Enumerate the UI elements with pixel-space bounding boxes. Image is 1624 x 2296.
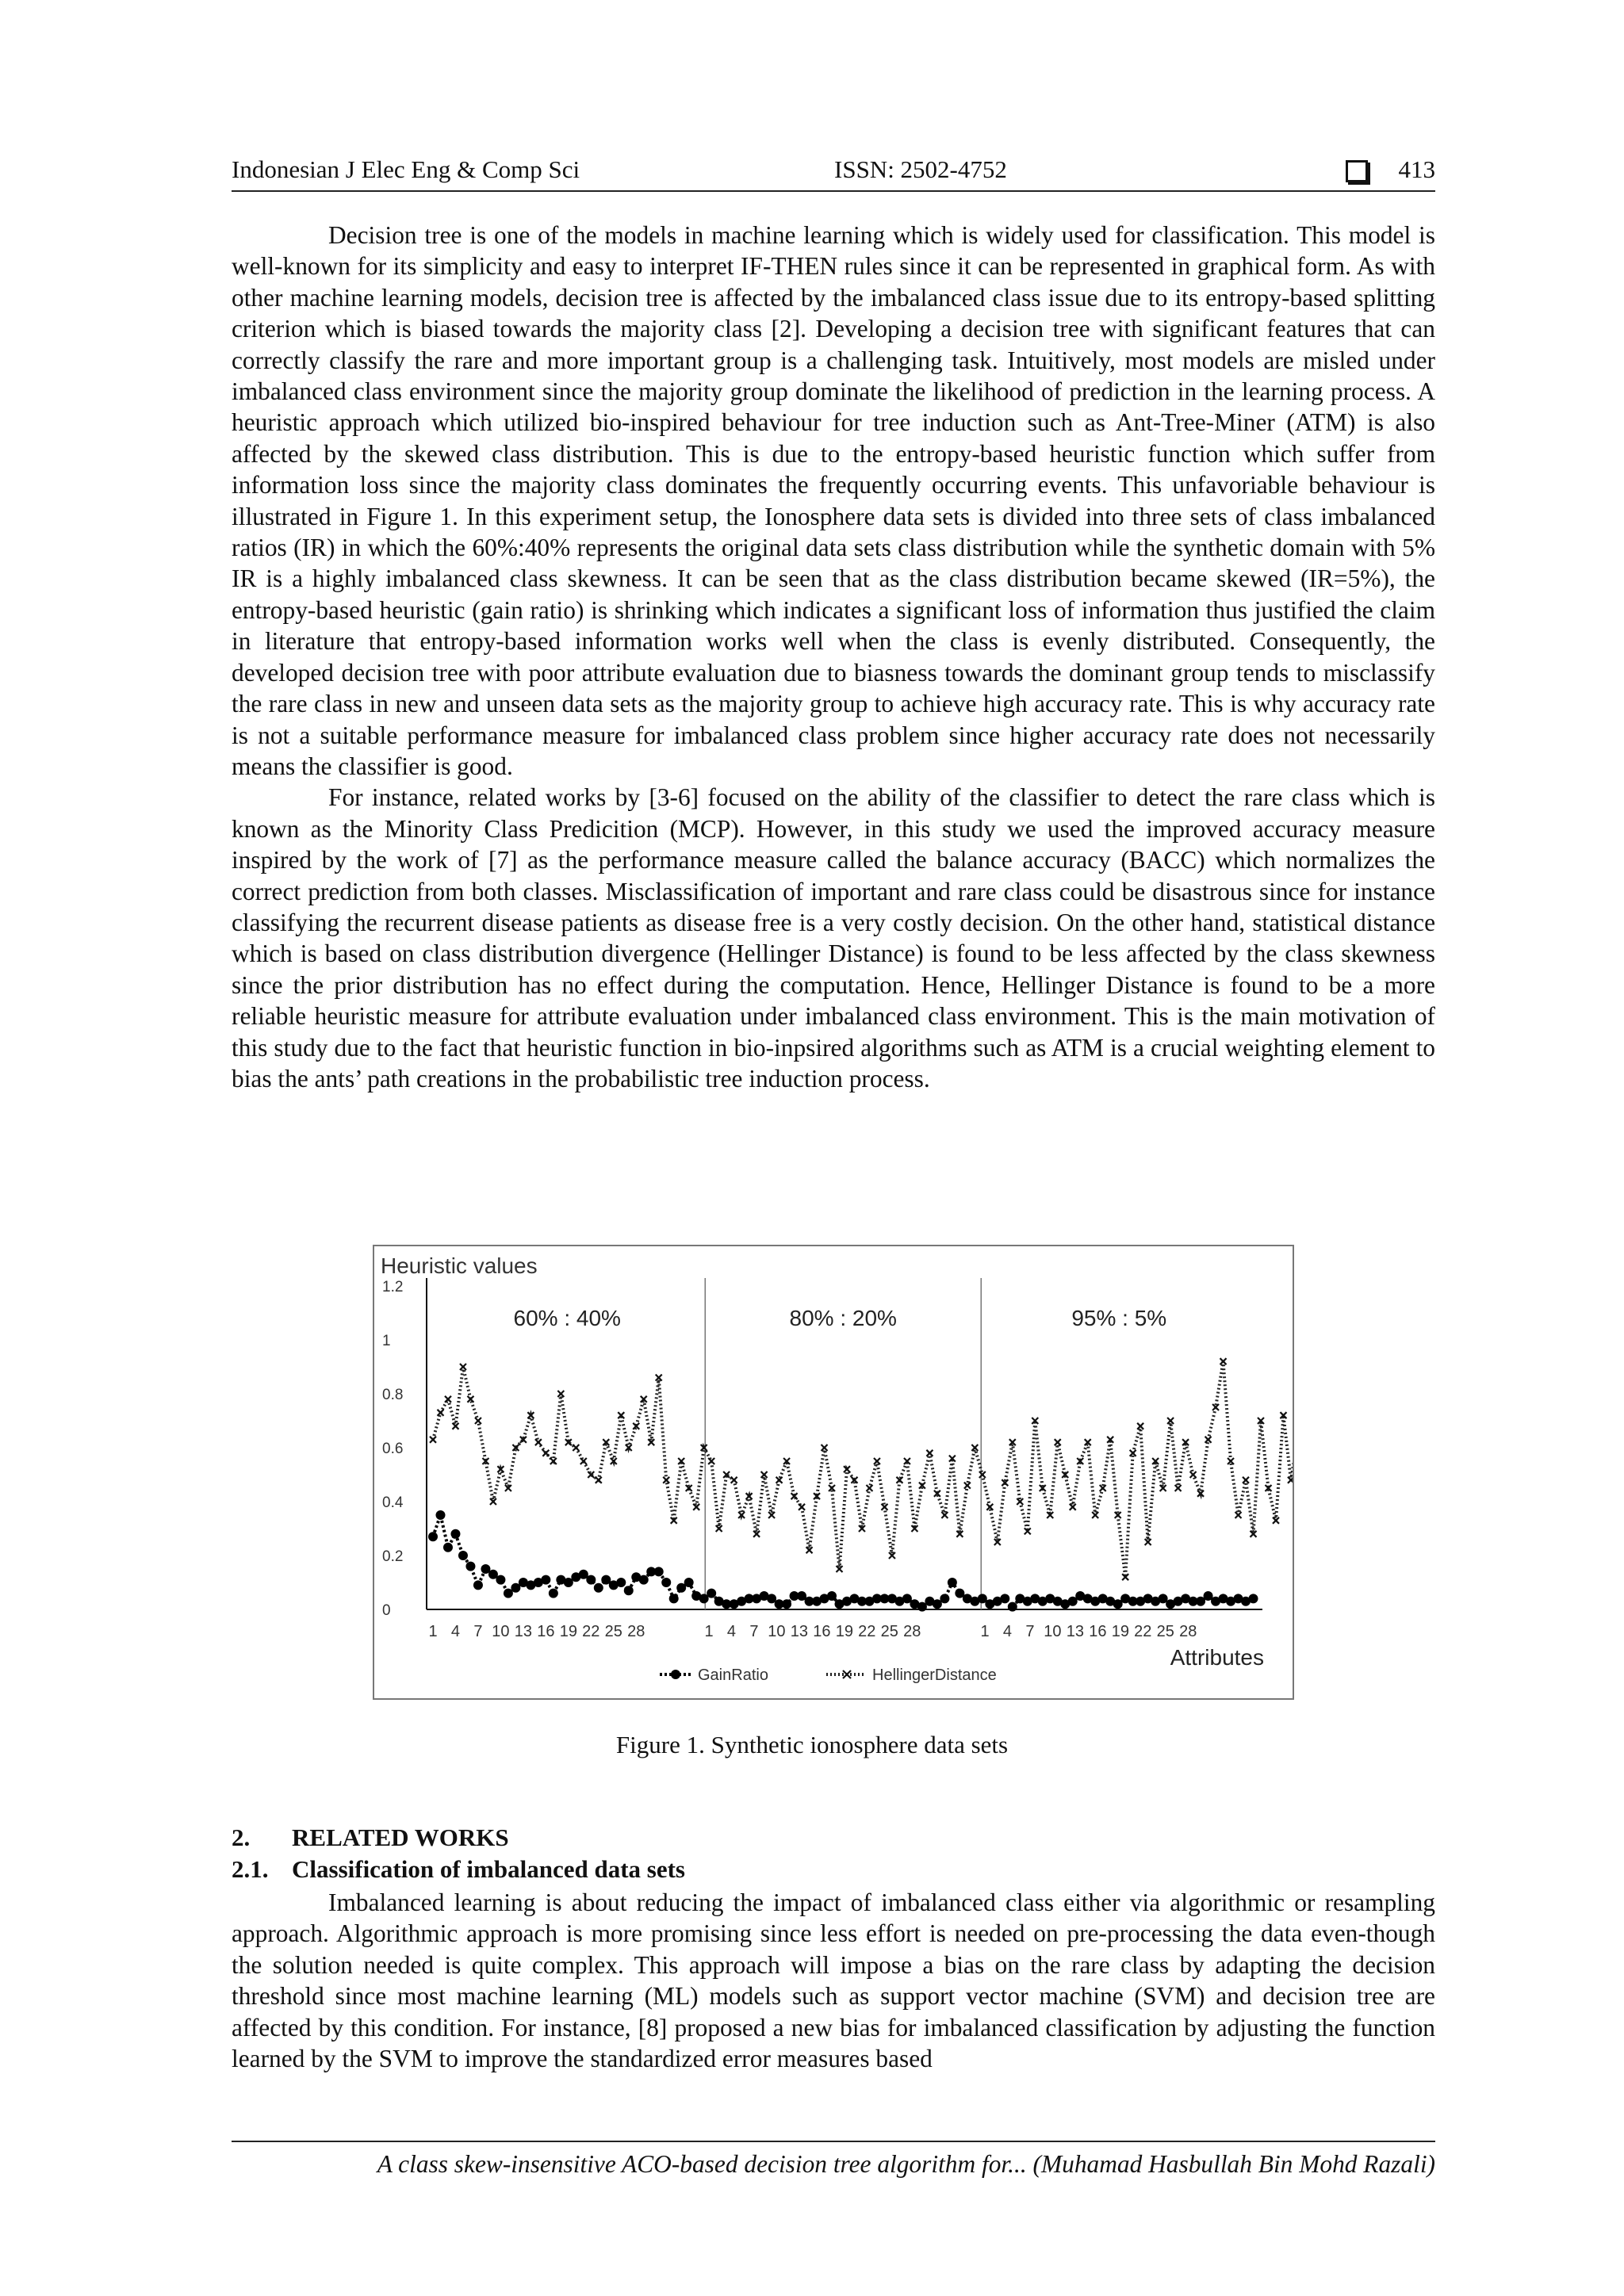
x-tick-label: 19 bbox=[835, 1623, 853, 1640]
x-tick-label: 25 bbox=[880, 1623, 898, 1640]
gain-ratio-point bbox=[496, 1575, 505, 1585]
hellinger-distance-point bbox=[768, 1512, 775, 1518]
gain-ratio-point bbox=[594, 1583, 603, 1593]
gain-ratio-point bbox=[541, 1575, 550, 1585]
page-footer: A class skew-insensitive ACO-based decision tree algorithm for... (Muhamad Hasbullah Bin Mohd Razali) bbox=[232, 2141, 1435, 2179]
hellinger-distance-point bbox=[1017, 1498, 1023, 1505]
hellinger-distance-point bbox=[806, 1547, 813, 1553]
gain-ratio-point bbox=[827, 1591, 837, 1601]
hellinger-distance-point bbox=[1137, 1423, 1143, 1429]
hellinger-distance-point bbox=[437, 1410, 443, 1416]
subsection-title: Classification of imbalanced data sets bbox=[292, 1855, 685, 1883]
gain-ratio-point bbox=[435, 1510, 445, 1520]
hellinger-distance-point bbox=[648, 1439, 654, 1445]
checkbox-square-icon bbox=[1346, 160, 1368, 182]
hellinger-distance-point bbox=[776, 1477, 783, 1483]
x-tick-label: 13 bbox=[790, 1623, 809, 1640]
panel-label: 95% : 5% bbox=[1071, 1306, 1167, 1330]
x-axis-label: Attributes bbox=[1170, 1645, 1264, 1670]
gain-ratio-point bbox=[450, 1529, 460, 1539]
hellinger-distance-point bbox=[1273, 1517, 1279, 1524]
hellinger-distance-point bbox=[663, 1477, 669, 1483]
x-tick-label: 7 bbox=[1025, 1623, 1035, 1640]
gain-ratio-point bbox=[669, 1594, 679, 1603]
x-tick-label: 28 bbox=[1179, 1623, 1197, 1640]
chart-title: Heuristic values bbox=[381, 1253, 538, 1278]
x-tick-label: 19 bbox=[1111, 1623, 1129, 1640]
hellinger-distance-point bbox=[979, 1471, 986, 1478]
section-heading bbox=[232, 1823, 509, 1852]
hellinger-distance-point bbox=[708, 1458, 714, 1464]
x-tick-label: 1 bbox=[704, 1623, 714, 1640]
x-tick-label: 7 bbox=[749, 1623, 759, 1640]
x-tick-label: 13 bbox=[514, 1623, 533, 1640]
hellinger-distance-point bbox=[941, 1512, 948, 1518]
y-tick-label: 1.2 bbox=[382, 1279, 404, 1295]
hellinger-distance-point bbox=[926, 1450, 933, 1456]
hellinger-distance-point bbox=[1243, 1477, 1249, 1483]
x-tick-label: 28 bbox=[627, 1623, 645, 1640]
gain-ratio-point bbox=[940, 1594, 949, 1603]
hellinger-distance-point bbox=[430, 1437, 436, 1443]
subsection-heading bbox=[232, 1855, 685, 1884]
x-tick-label: 1 bbox=[428, 1623, 438, 1640]
gain-ratio-point bbox=[549, 1589, 558, 1598]
x-tick-label: 25 bbox=[1156, 1623, 1174, 1640]
hellinger-distance-point bbox=[445, 1396, 451, 1402]
panel-label: 80% : 20% bbox=[789, 1306, 897, 1330]
subsection-number: 2.1. bbox=[232, 1855, 269, 1883]
hellinger-distance-point bbox=[866, 1485, 872, 1491]
y-tick-label: 0.8 bbox=[382, 1387, 404, 1403]
hellinger-distance-point bbox=[964, 1483, 971, 1489]
gain-ratio-point bbox=[458, 1551, 468, 1560]
intro-section bbox=[232, 220, 1435, 1094]
legend-hellinger-marker bbox=[843, 1670, 851, 1678]
page-number: 413 bbox=[1398, 155, 1435, 183]
x-tick-label: 4 bbox=[450, 1623, 461, 1640]
hellinger-distance-point bbox=[971, 1445, 978, 1451]
hellinger-distance-point bbox=[1130, 1450, 1136, 1456]
gain-ratio-point bbox=[782, 1599, 791, 1609]
x-tick-label: 4 bbox=[1002, 1623, 1013, 1640]
section-title: RELATED WORKS bbox=[292, 1823, 509, 1851]
gain-ratio-point bbox=[624, 1586, 634, 1595]
heuristic-values-chart bbox=[374, 1246, 1293, 1698]
x-tick-label: 19 bbox=[559, 1623, 577, 1640]
x-tick-label: 22 bbox=[858, 1623, 876, 1640]
hellinger-distance-point bbox=[596, 1477, 602, 1483]
x-tick-label: 22 bbox=[1134, 1623, 1152, 1640]
hellinger-distance-point bbox=[1092, 1512, 1098, 1518]
hellinger-distance-point bbox=[1220, 1358, 1227, 1364]
hellinger-distance-point bbox=[1288, 1477, 1293, 1483]
paragraph: For instance, related works by [3-6] focused on the ability of the classifier to detect the rare class which is known as the Minority Class Predicition (MCP). However, in this study we used the improved accuracy measure inspired by the work of [7] as the performance measure called the balance accuracy (BACC) which normalizes the correct prediction from both classes. Misclassification of important and rare class could be disastrous since for instance classifying the recurrent disease patients as disease free is a very costly decision. On the other hand, statistical distance which is based on class distribution divergence (Hellinger Distance) is found to be less affected by the class skewness since the prior distribution has no effect during the computation. Hence, Hellinger Distance is found to be a more reliable heuristic measure for attribute evaluation under imbalanced class environment. This is the main motivation of this study due to the fact that heuristic function in bio-inpsired algorithms such as ATM is a crucial weighting element to bias the ants’ path creations in the probabilistic tree induction process. bbox=[232, 783, 1435, 1093]
gain-ratio-point bbox=[465, 1562, 475, 1571]
related-works-body bbox=[232, 1887, 1435, 2074]
hellinger-distance-point bbox=[1167, 1418, 1174, 1424]
x-tick-label: 13 bbox=[1066, 1623, 1085, 1640]
hellinger-distance-point bbox=[573, 1445, 579, 1451]
hellinger-distance-point bbox=[874, 1458, 880, 1464]
hellinger-distance-point bbox=[1190, 1471, 1197, 1478]
y-tick-label: 1 bbox=[382, 1333, 391, 1349]
hellinger-distance-point bbox=[799, 1504, 805, 1510]
panel-label: 60% : 40% bbox=[513, 1306, 621, 1330]
gain-ratio-point bbox=[639, 1575, 649, 1585]
x-tick-label: 25 bbox=[604, 1623, 622, 1640]
gain-ratio-point bbox=[443, 1543, 453, 1552]
hellinger-distance-point bbox=[1175, 1485, 1182, 1491]
hellinger-distance-point bbox=[1055, 1439, 1061, 1445]
hellinger-distance-point bbox=[761, 1471, 768, 1478]
gain-ratio-point bbox=[586, 1575, 596, 1585]
hellinger-distance-point bbox=[656, 1375, 662, 1381]
x-tick-label: 10 bbox=[492, 1623, 510, 1640]
gain-ratio-point bbox=[473, 1580, 483, 1590]
x-tick-label: 16 bbox=[1089, 1623, 1107, 1640]
legend-gain-ratio-label: GainRatio bbox=[698, 1667, 768, 1684]
gain-ratio-point bbox=[948, 1578, 957, 1587]
gain-ratio-point bbox=[1000, 1594, 1009, 1603]
hellinger-distance-point bbox=[1100, 1485, 1106, 1491]
journal-name: Indonesian J Elec Eng & Comp Sci bbox=[232, 155, 580, 183]
hellinger-distance-point bbox=[1070, 1504, 1076, 1510]
gain-ratio-point bbox=[661, 1578, 671, 1587]
hellinger-distance-point bbox=[1145, 1539, 1151, 1545]
hellinger-distance-point bbox=[822, 1445, 828, 1451]
hellinger-distance-point bbox=[693, 1504, 699, 1510]
paragraph: Decision tree is one of the models in machine learning which is widely used for classification. This model is well-known for its simplicity and easy to interpret IF-THEN rules since it can be represented in graphical form. As with other machine learning models, decision tree is affected by the imbalanced class issue due to its entropy-based splitting criterion which is biased towards the majority class [2]. Developing a decision tree with significant features that can correctly classify the rare and more important group is a challenging task. Intuitively, most models are misled under imbalanced class environment since the majority group dominate the likelihood of prediction in the learning process. A heuristic approach which utilized bio-inspired behaviour for tree induction such as Ant-Tree-Miner (ATM) is also affected by the skewed class distribution. This is due to the entropy-based heuristic function which suffer from information loss since the majority class dominates the frequently occurring events. This unfavoriable behaviour is illustrated in Figure 1. In this experiment setup, the Ionosphere data sets is divided into three sets of class imbalanced ratios (IR) in which the 60%:40% represents the original data sets class distribution while the synthetic domain with 5% IR is a highly imbalanced class skewness. It can be seen that as the class distribution became skewed (IR=5%), the entropy-based heuristic (gain ratio) is shrinking which indicates a significant loss of information thus justified the claim in literature that entropy-based information works well when the class is evenly distributed. Consequently, the developed decision tree with poor attribute evaluation due to biasness towards the dominant group tends to misclassify the rare class in new and unseen data sets as the majority group to achieve high accuracy rate. This is why accuracy rate is not a suitable performance measure for imbalanced class problem since higher accuracy rate does not necessarily means the classifier is good. bbox=[232, 221, 1435, 780]
hellinger-distance-point bbox=[542, 1450, 549, 1456]
hellinger-distance-point bbox=[716, 1525, 722, 1532]
y-tick-label: 0.2 bbox=[382, 1548, 404, 1565]
y-tick-label: 0.4 bbox=[382, 1494, 404, 1511]
x-tick-label: 7 bbox=[473, 1623, 483, 1640]
gain-ratio-point bbox=[616, 1578, 626, 1587]
page-header bbox=[232, 151, 1435, 192]
gain-ratio-point bbox=[684, 1578, 694, 1587]
y-tick-label: 0.6 bbox=[382, 1441, 404, 1457]
x-tick-label: 16 bbox=[813, 1623, 831, 1640]
gain-ratio-point bbox=[1249, 1594, 1258, 1603]
x-tick-label: 4 bbox=[726, 1623, 737, 1640]
hellinger-distance-point bbox=[557, 1391, 564, 1397]
hellinger-distance-point bbox=[490, 1498, 496, 1505]
hellinger-distance-point bbox=[475, 1418, 481, 1424]
gain-ratio-point bbox=[428, 1532, 438, 1541]
hellinger-distance-point bbox=[1228, 1458, 1234, 1464]
hellinger-distance-point bbox=[1235, 1512, 1242, 1518]
figure-caption: Figure 1. Synthetic ionosphere data sets bbox=[615, 1731, 1009, 1758]
x-tick-label: 1 bbox=[980, 1623, 990, 1640]
hellinger-distance-point bbox=[731, 1477, 737, 1483]
figure-1 bbox=[373, 1245, 1294, 1700]
hellinger-distance-point bbox=[753, 1531, 760, 1537]
x-tick-label: 10 bbox=[768, 1623, 786, 1640]
hellinger-distance-point bbox=[837, 1566, 843, 1572]
x-tick-label: 22 bbox=[582, 1623, 600, 1640]
x-tick-label: 10 bbox=[1044, 1623, 1062, 1640]
x-tick-label: 28 bbox=[903, 1623, 921, 1640]
hellinger-distance-point bbox=[452, 1423, 458, 1429]
hellinger-distance-point bbox=[1205, 1437, 1212, 1443]
y-tick-label: 0 bbox=[382, 1602, 391, 1619]
hellinger-distance-point bbox=[881, 1504, 887, 1510]
hellinger-distance-point bbox=[986, 1504, 993, 1510]
section-number: 2. bbox=[232, 1823, 251, 1851]
gain-ratio-point bbox=[1008, 1602, 1017, 1612]
gain-ratio-point bbox=[654, 1567, 664, 1576]
hellinger-distance-point bbox=[460, 1364, 466, 1370]
legend-hellinger-label: HellingerDistance bbox=[872, 1667, 997, 1684]
issn: ISSN: 2502-4752 bbox=[834, 155, 1007, 183]
gain-ratio-point bbox=[707, 1589, 716, 1598]
legend-gain-ratio-marker bbox=[671, 1670, 680, 1679]
hellinger-distance-point bbox=[535, 1439, 542, 1445]
hellinger-distance-point bbox=[889, 1552, 895, 1559]
x-tick-label: 16 bbox=[537, 1623, 555, 1640]
hellinger-distance-point bbox=[580, 1458, 587, 1464]
paragraph: Imbalanced learning is about reducing the impact of imbalanced class either via algorithmic or resampling approach. Algorithmic approach is more promising since less effort is needed on pre-processing the data even-though the solution needed is quite complex. This approach will impose a bias on the rare class by adapting the decision threshold since most machine learning (ML) models such as support vector machine (SVM) and decision tree are affected by this condition. For instance, [8] proposed a new bias for imbalanced classification by adjusting the function learned by the SVM to improve the standardized error measures based bbox=[232, 1888, 1435, 2073]
